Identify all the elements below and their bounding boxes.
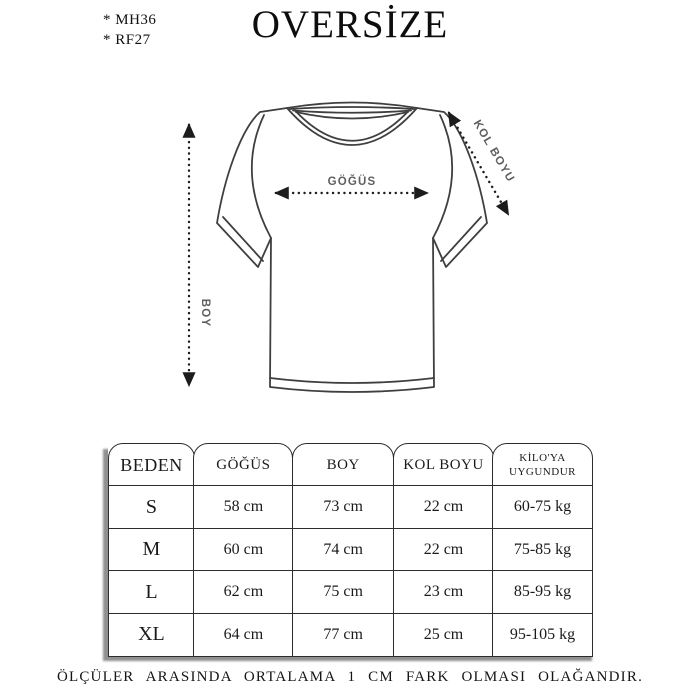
- product-code-1: * MH36: [103, 12, 157, 28]
- size-table-header: [108, 443, 599, 487]
- size-cell: M: [108, 528, 195, 572]
- chest-cell: 62 cm: [193, 570, 293, 614]
- size-cell: XL: [108, 613, 195, 657]
- size-cell: L: [108, 570, 195, 614]
- chest-cell: 64 cm: [193, 613, 293, 657]
- col-header-beden: BEDEN: [108, 443, 195, 487]
- length-label: BOY: [199, 298, 211, 328]
- table-row-l: [108, 570, 599, 614]
- col-header-kol-boyu: KOL BOYU: [393, 443, 494, 487]
- chest-label: GÖĞÜS: [327, 176, 377, 188]
- table-row-s: [108, 485, 599, 529]
- sleeve-cell: 23 cm: [393, 570, 494, 614]
- weight-cell: 85-95 kg: [492, 570, 592, 614]
- weight-cell: 95-105 kg: [492, 613, 592, 657]
- chest-cell: 58 cm: [193, 485, 293, 529]
- sleeve-cell: 22 cm: [393, 485, 494, 529]
- length-cell: 74 cm: [292, 528, 395, 572]
- table-row-xl: [108, 613, 599, 657]
- product-code-2: * RF27: [103, 32, 151, 49]
- col-header-gogus: GÖĞÜS: [193, 443, 293, 487]
- weight-cell: 75-85 kg: [492, 528, 592, 572]
- table-row-m: [108, 528, 599, 572]
- sleeve-cell: 22 cm: [393, 528, 494, 572]
- length-cell: 77 cm: [292, 613, 395, 657]
- col-header-boy: BOY: [292, 443, 395, 487]
- tshirt-drawing: [217, 103, 487, 393]
- weight-cell: 60-75 kg: [492, 485, 592, 529]
- size-table: [108, 443, 599, 657]
- col-header-kilo: KİLO'YA UYGUNDUR: [492, 443, 592, 487]
- length-cell: 73 cm: [292, 485, 395, 529]
- sleeve-cell: 25 cm: [393, 613, 494, 657]
- chest-cell: 60 cm: [193, 528, 293, 572]
- length-cell: 75 cm: [292, 570, 395, 614]
- page-title: OVERSİZE: [251, 3, 449, 46]
- tshirt-measurement-diagram: [140, 75, 560, 420]
- size-cell: S: [108, 485, 195, 529]
- sleeve-label: KOL BOYU: [470, 118, 517, 185]
- tolerance-note: ÖLÇÜLER ARASINDA ORTALAMA 1 CM FARK OLMASI OLAĞANDIR.: [56, 669, 644, 685]
